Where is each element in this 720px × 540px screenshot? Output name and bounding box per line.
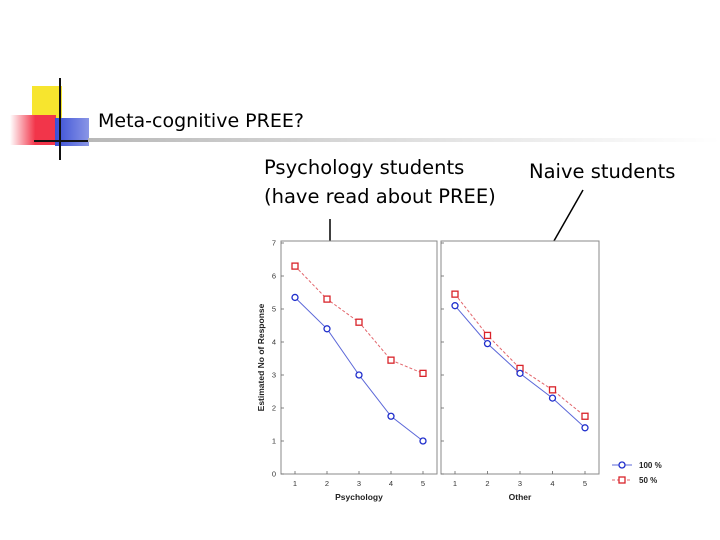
x-tick-label: 4 bbox=[550, 479, 555, 488]
header-naive-students: Naive students bbox=[529, 160, 676, 183]
x-tick-label: 1 bbox=[292, 479, 298, 488]
x-axis-label: Other bbox=[508, 492, 532, 502]
x-tick-label: 2 bbox=[324, 479, 330, 488]
data-point-50 bbox=[582, 413, 588, 419]
x-tick-label: 3 bbox=[517, 479, 523, 488]
data-point-50 bbox=[292, 263, 298, 269]
y-axis-label: Estimated No of Response bbox=[256, 303, 266, 412]
data-point-100 bbox=[485, 341, 491, 347]
legend-label: 50 % bbox=[639, 476, 658, 485]
data-point-100 bbox=[582, 425, 588, 431]
x-tick-label: 1 bbox=[452, 479, 458, 488]
chart-legend bbox=[612, 461, 662, 485]
data-point-100 bbox=[292, 294, 298, 300]
x-tick-label: 5 bbox=[582, 479, 588, 488]
x-tick-label: 4 bbox=[388, 479, 394, 488]
data-point-100 bbox=[420, 438, 426, 444]
y-tick-label: 2 bbox=[271, 403, 276, 413]
chart-panel-1 bbox=[256, 239, 437, 503]
y-tick-label: 3 bbox=[271, 370, 276, 380]
data-point-50 bbox=[388, 357, 394, 363]
legend-marker-square bbox=[619, 477, 625, 483]
legend-item-100 bbox=[612, 461, 662, 470]
header-psychology-students: Psychology students bbox=[264, 156, 465, 179]
plot-frame bbox=[441, 241, 599, 474]
slide-title: Meta-cognitive PREE? bbox=[98, 110, 304, 132]
data-point-50 bbox=[356, 319, 362, 325]
legend-marker-circle bbox=[619, 462, 625, 468]
legend-label: 100 % bbox=[639, 461, 662, 470]
legend-item-50 bbox=[612, 476, 657, 485]
x-axis-label: Psychology bbox=[335, 492, 383, 502]
x-tick-label: 3 bbox=[356, 479, 362, 488]
header-psychology-note: (have read about PREE) bbox=[264, 185, 496, 208]
y-tick-label: 5 bbox=[271, 304, 276, 314]
data-point-50 bbox=[420, 370, 426, 376]
x-tick-label: 5 bbox=[420, 479, 426, 488]
data-point-50 bbox=[324, 296, 330, 302]
x-tick-label: 2 bbox=[485, 479, 490, 488]
data-point-100 bbox=[452, 303, 458, 309]
data-point-100 bbox=[550, 395, 556, 401]
data-point-100 bbox=[388, 413, 394, 419]
data-point-50 bbox=[452, 291, 458, 297]
data-point-50 bbox=[485, 332, 491, 338]
y-tick-label: 1 bbox=[271, 436, 276, 446]
y-tick-label: 4 bbox=[271, 337, 276, 347]
y-tick-label: 6 bbox=[271, 271, 276, 281]
data-point-100 bbox=[324, 326, 330, 332]
y-tick-label: 7 bbox=[271, 238, 276, 248]
chart-panel-2 bbox=[441, 241, 599, 502]
data-point-50 bbox=[550, 387, 556, 393]
plot-frame bbox=[281, 241, 437, 474]
data-point-100 bbox=[356, 372, 362, 378]
y-tick-label: 0 bbox=[271, 469, 276, 479]
data-point-100 bbox=[517, 370, 523, 376]
